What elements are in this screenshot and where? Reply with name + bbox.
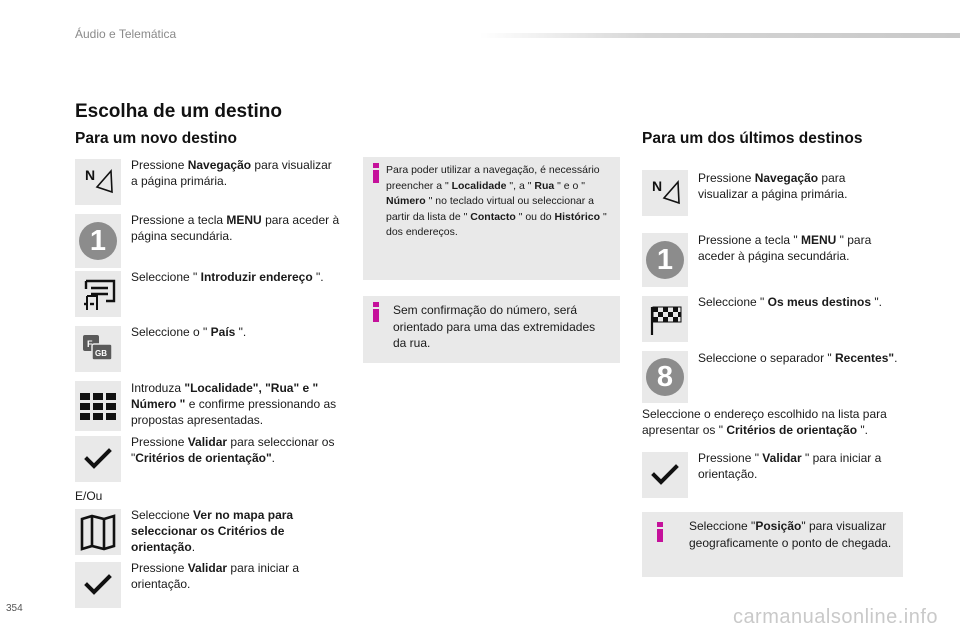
step-number-box-right-1 — [642, 233, 688, 287]
navigation-arrow-icon — [78, 162, 118, 202]
right-step-3: Seleccione " Os meus destinos ". — [698, 295, 882, 309]
info-box-position — [642, 512, 903, 577]
left-section-title: Para um novo destino — [75, 130, 237, 147]
left-step-4: Seleccione o " País ". — [131, 325, 247, 339]
checkered-flag-icon-box — [642, 296, 688, 342]
info-box-required-fields — [363, 157, 620, 280]
checkmark-icon — [650, 462, 680, 488]
info-icon — [371, 163, 381, 183]
left-step-1: Pressione Navegação para visualizar a página primária. — [131, 158, 332, 188]
country-flag-icon — [78, 329, 118, 369]
navigation-icon-box — [75, 159, 121, 205]
navigation-arrow-icon — [645, 173, 685, 213]
address-entry-icon-box — [75, 271, 121, 317]
left-step-2: Pressione a tecla MENU para aceder à página secundária. — [131, 213, 340, 243]
info-icon — [371, 302, 381, 322]
map-icon — [78, 513, 118, 551]
header-divider — [480, 33, 960, 38]
watermark: carmanualsonline.info — [732, 606, 938, 628]
left-step-7: Seleccione Ver no mapa para seleccionar os Critérios de orientação. — [131, 508, 294, 554]
info-box-number-confirm — [363, 296, 620, 363]
or-label: E/Ou — [75, 489, 103, 503]
country-flag-icon-box — [75, 326, 121, 372]
checkered-flag-icon — [645, 299, 685, 339]
north-letter: N — [85, 167, 96, 183]
page-number: 354 — [6, 603, 23, 614]
left-step-6: Pressione Validar para seleccionar os "Critérios de orientação". — [131, 435, 335, 465]
flag-gb-letters: GB — [95, 349, 107, 358]
north-letter: N — [652, 178, 663, 194]
step-number-circle: 1 — [646, 241, 684, 279]
address-entry-icon — [78, 276, 118, 312]
info-text-number-confirm: Sem confirmação do número, será orientado para uma das extremidades da rua. — [393, 303, 596, 350]
step-number-circle: 8 — [646, 358, 684, 396]
checkmark-icon — [83, 572, 113, 598]
info-text-position: Seleccione "Posição" para visualizar geograficamente o ponto de chegada. — [689, 519, 892, 550]
validate-icon-box-right — [642, 452, 688, 498]
step-number-circle: 1 — [79, 222, 117, 260]
header-section-label: Áudio e Telemática — [75, 27, 177, 41]
info-text-required-fields: Para poder utilizar a navegação, é necessário preencher a " Localidade ", a " Rua " e o " Número " no teclado virtual ou seleccionar a partir da lista de " Contacto " ou do Histórico " dos endereços. — [386, 164, 607, 238]
page-title: Escolha de um destino — [75, 101, 282, 122]
keyboard-icon-box — [75, 381, 121, 431]
info-icon — [655, 522, 665, 542]
flag-f-letter: F — [87, 339, 93, 349]
right-step-5: Seleccione o endereço escolhido na lista para apresentar os " Critérios de orientação ". — [642, 407, 887, 437]
validate-icon-box — [75, 436, 121, 482]
keyboard-grid-icon — [78, 391, 118, 421]
right-section-title: Para um dos últimos destinos — [642, 130, 863, 147]
map-icon-box — [75, 509, 121, 555]
right-step-1: Pressione Navegação para visualizar a página primária. — [698, 171, 848, 201]
left-step-3: Seleccione " Introduzir endereço ". — [131, 270, 324, 284]
right-step-6: Pressione " Validar " para iniciar a orientação. — [698, 451, 882, 481]
step-number-box — [75, 214, 121, 268]
navigation-icon-box-right — [642, 170, 688, 216]
right-step-2: Pressione a tecla " MENU " para aceder à página secundária. — [698, 233, 872, 263]
left-step-5: Introduza "Localidade", "Rua" e " Número " e confirme pressionando as propostas apresentadas. — [131, 381, 337, 427]
checkmark-icon — [83, 446, 113, 472]
step-number-box-right-8 — [642, 351, 688, 403]
left-step-8: Pressione Validar para iniciar a orientação. — [131, 561, 300, 591]
right-step-4: Seleccione o separador " Recentes". — [698, 351, 898, 365]
validate-icon-box-2 — [75, 562, 121, 608]
